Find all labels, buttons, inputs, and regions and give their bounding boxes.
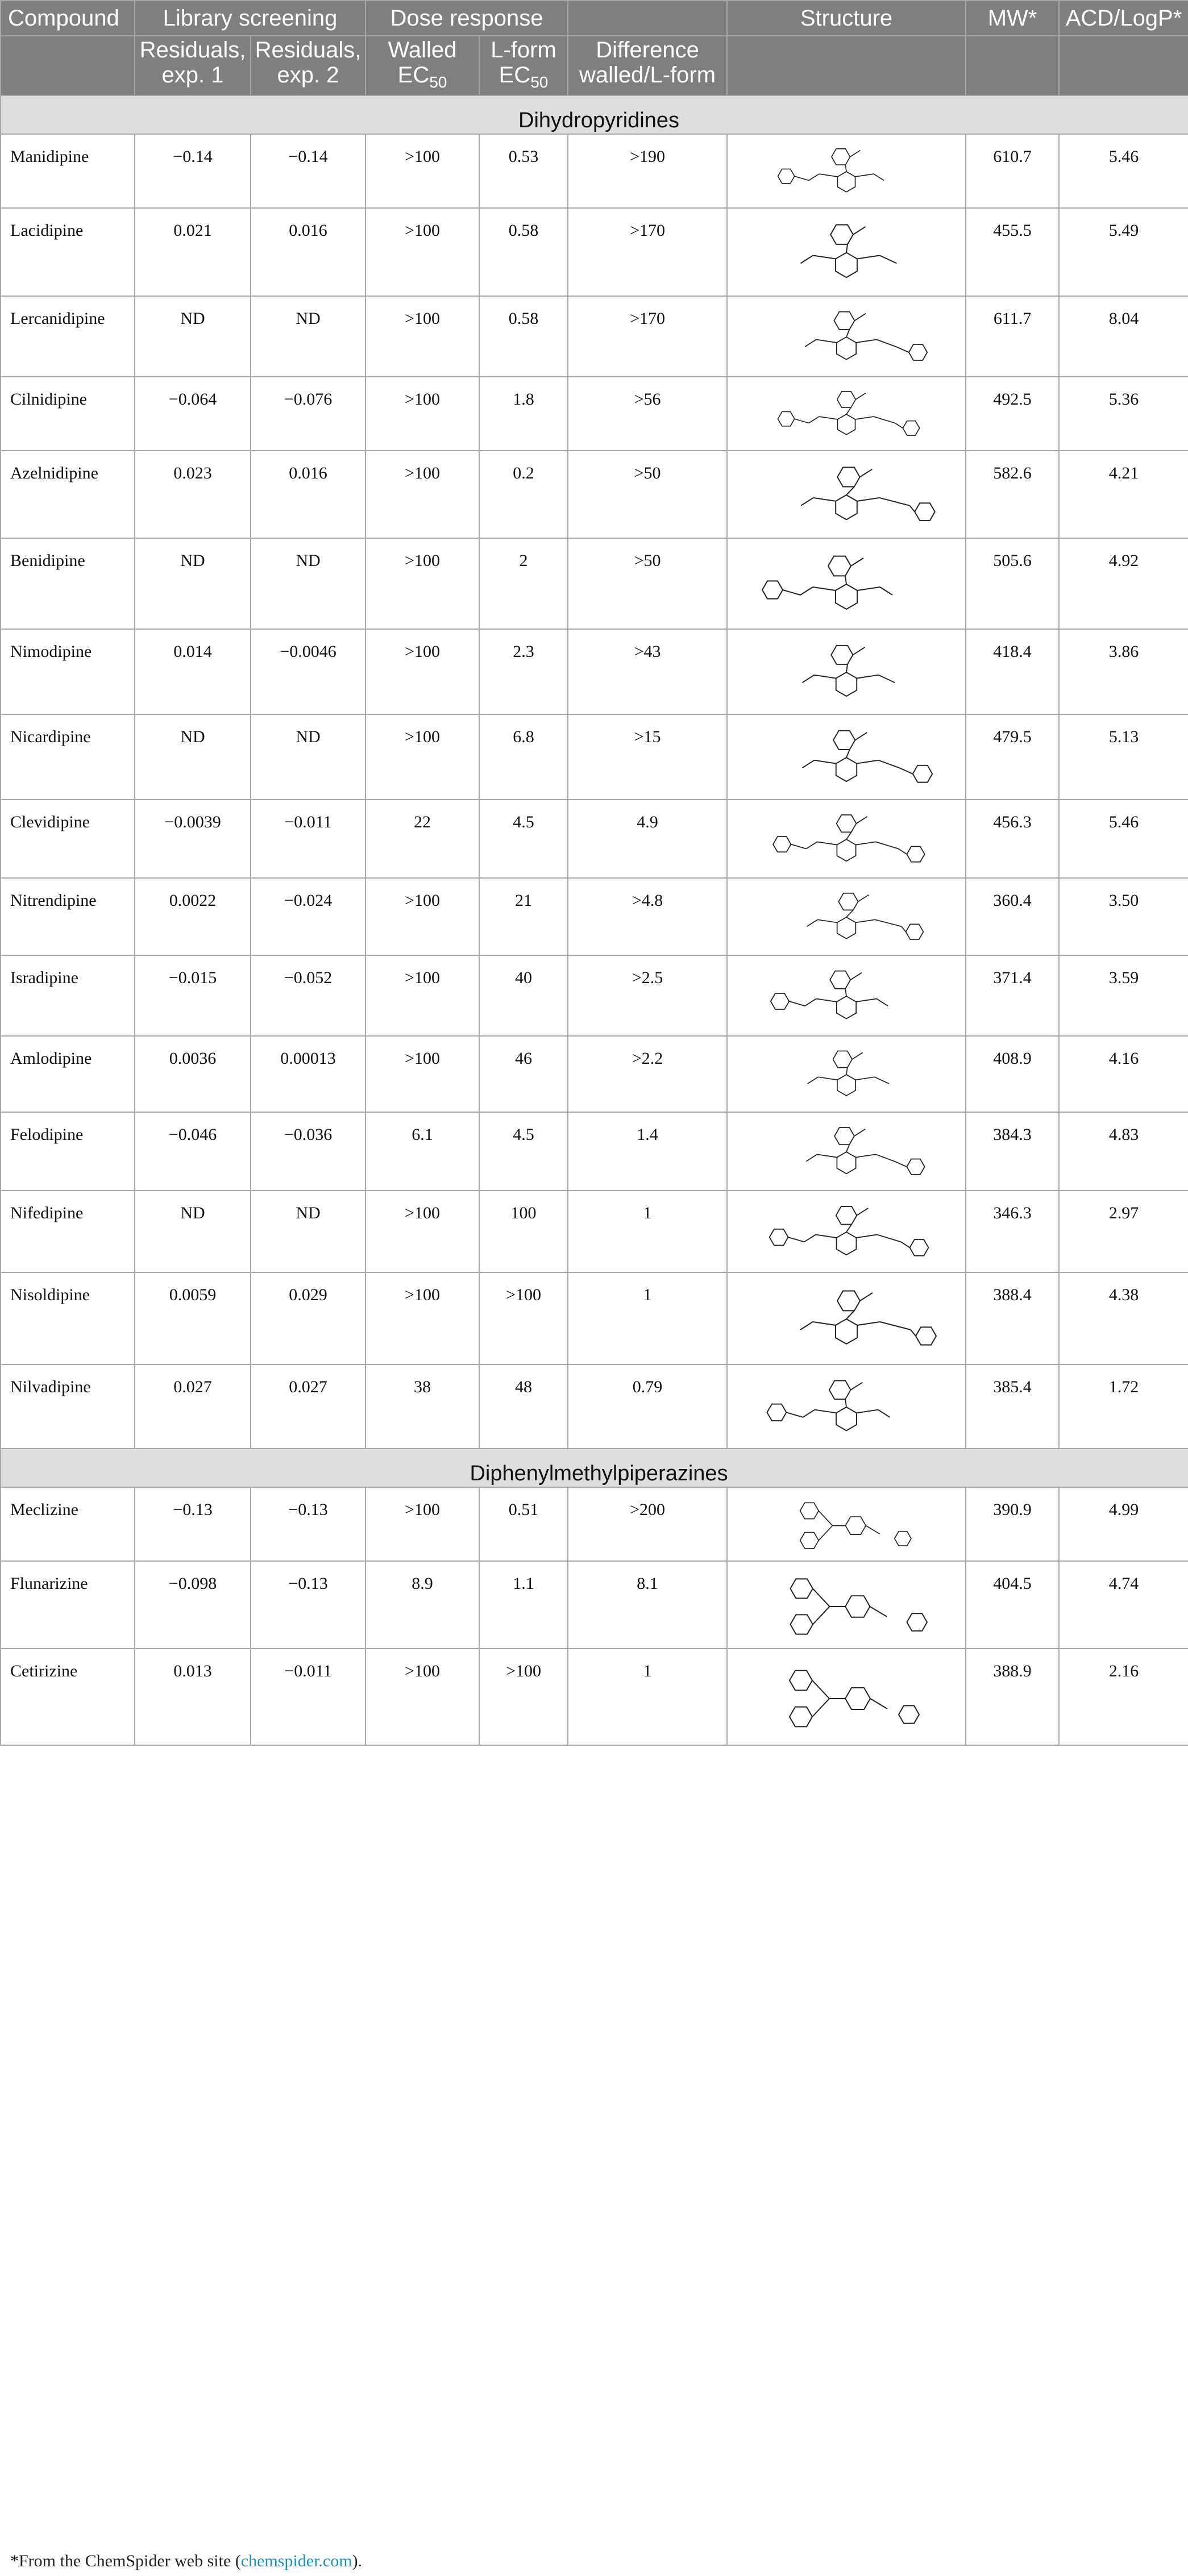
table-row	[1, 1272, 1188, 1364]
difference-cell: 1	[568, 1272, 727, 1364]
walled-ec50-cell: >100	[365, 1649, 479, 1745]
structure-cell	[727, 451, 966, 538]
walled-ec50-cell: >100	[365, 451, 479, 538]
chemspider-link[interactable]: chemspider.com	[240, 2552, 352, 2570]
lform-ec50-cell: >100	[479, 1272, 568, 1364]
structure-cell	[727, 1272, 966, 1364]
lform-ec50-cell: 4.5	[479, 1112, 568, 1191]
residuals-exp1-cell: −0.064	[135, 377, 251, 451]
walled-ec50-cell: >100	[365, 714, 479, 800]
mw-cell: 582.6	[966, 451, 1059, 538]
difference-cell: >200	[568, 1487, 727, 1561]
residuals-exp2-cell: 0.016	[251, 451, 365, 538]
table-row	[1, 714, 1188, 800]
residuals-exp2-cell: −0.14	[251, 134, 365, 208]
walled-ec50-cell: >100	[365, 1272, 479, 1364]
logp-cell: 4.21	[1059, 451, 1188, 538]
nifedipine-structure-icon	[738, 1196, 954, 1268]
header-structure: Structure	[727, 1, 966, 36]
lform-ec50-cell: 1.1	[479, 1561, 568, 1649]
logp-cell: 5.46	[1059, 134, 1188, 208]
difference-cell: 1	[568, 1649, 727, 1745]
structure-cell	[727, 208, 966, 296]
compound-name: Nitrendipine	[1, 878, 135, 955]
residuals-exp1-cell: 0.0059	[135, 1272, 251, 1364]
difference-cell: >15	[568, 714, 727, 800]
compound-name: Cilnidipine	[1, 377, 135, 451]
residuals-exp2-cell: −0.13	[251, 1561, 365, 1649]
residuals-exp1-cell: 0.014	[135, 629, 251, 714]
compound-name: Cetirizine	[1, 1649, 135, 1745]
difference-cell: >2.5	[568, 955, 727, 1036]
structure-cell	[727, 629, 966, 714]
lform-ec50-cell: 21	[479, 878, 568, 955]
mw-cell: 385.4	[966, 1364, 1059, 1449]
residuals-exp2-cell: 0.027	[251, 1364, 365, 1449]
residuals-exp1-cell: ND	[135, 296, 251, 377]
lform-ec50-cell: 0.58	[479, 296, 568, 377]
structure-cell	[727, 1112, 966, 1191]
table-row	[1, 629, 1188, 714]
residuals-exp1-cell: 0.0036	[135, 1036, 251, 1112]
logp-cell: 5.49	[1059, 208, 1188, 296]
residuals-exp1-cell: 0.021	[135, 208, 251, 296]
header-library-screening: Library screening	[135, 1, 365, 36]
structure-cell	[727, 1364, 966, 1449]
walled-ec50-cell: 38	[365, 1364, 479, 1449]
logp-cell: 3.59	[1059, 955, 1188, 1036]
nisoldipine-structure-icon	[738, 1277, 954, 1360]
logp-cell: 4.16	[1059, 1036, 1188, 1112]
difference-cell: >50	[568, 538, 727, 629]
residuals-exp1-cell: 0.013	[135, 1649, 251, 1745]
lform-ec50-cell: 46	[479, 1036, 568, 1112]
compound-name: Isradipine	[1, 955, 135, 1036]
walled-ec50-cell: >100	[365, 134, 479, 208]
compound-name: Manidipine	[1, 134, 135, 208]
logp-cell: 4.74	[1059, 1561, 1188, 1649]
mw-cell: 388.9	[966, 1649, 1059, 1745]
compound-name: Nifedipine	[1, 1191, 135, 1272]
residuals-exp1-cell: −0.098	[135, 1561, 251, 1649]
residuals-exp2-cell: −0.13	[251, 1487, 365, 1561]
difference-cell: >170	[568, 208, 727, 296]
mw-cell: 418.4	[966, 629, 1059, 714]
difference-cell: >56	[568, 377, 727, 451]
cetirizine-structure-icon	[738, 1654, 954, 1741]
logp-cell: 4.99	[1059, 1487, 1188, 1561]
residuals-exp2-cell: ND	[251, 1191, 365, 1272]
mw-cell: 611.7	[966, 296, 1059, 377]
residuals-exp2-cell: −0.011	[251, 800, 365, 878]
table-row	[1, 134, 1188, 208]
residuals-exp2-cell: ND	[251, 296, 365, 377]
table-row	[1, 1036, 1188, 1112]
nimodipine-structure-icon	[738, 634, 954, 710]
walled-ec50-cell: >100	[365, 1036, 479, 1112]
residuals-exp1-cell: ND	[135, 714, 251, 800]
lacidipine-structure-icon	[738, 213, 954, 292]
residuals-exp1-cell: −0.14	[135, 134, 251, 208]
isradipine-structure-icon	[738, 960, 954, 1032]
structure-cell	[727, 134, 966, 208]
mw-cell: 384.3	[966, 1112, 1059, 1191]
logp-cell: 5.13	[1059, 714, 1188, 800]
header-residuals-exp2: Residuals, exp. 2	[251, 36, 365, 95]
meclizine-structure-icon	[738, 1492, 954, 1557]
residuals-exp1-cell: ND	[135, 1191, 251, 1272]
walled-ec50-cell: 6.1	[365, 1112, 479, 1191]
nicardipine-structure-icon	[738, 719, 954, 796]
difference-cell: 1	[568, 1191, 727, 1272]
section-row	[1, 95, 1188, 134]
lform-ec50-cell: >100	[479, 1649, 568, 1745]
header-lform-ec50: L-form $EC_{50}$	[479, 36, 568, 95]
header-blank	[1059, 36, 1188, 95]
mw-cell: 505.6	[966, 538, 1059, 629]
lform-ec50-cell: 1.8	[479, 377, 568, 451]
table-row	[1, 1112, 1188, 1191]
logp-cell: 1.72	[1059, 1364, 1188, 1449]
header-empty	[568, 1, 727, 36]
residuals-exp2-cell: 0.00013	[251, 1036, 365, 1112]
lform-ec50-cell: 0.51	[479, 1487, 568, 1561]
mw-cell: 346.3	[966, 1191, 1059, 1272]
logp-cell: 4.38	[1059, 1272, 1188, 1364]
residuals-exp2-cell: ND	[251, 538, 365, 629]
residuals-exp1-cell: 0.0022	[135, 878, 251, 955]
section-title: Diphenylmethylpiperazines	[1, 1449, 1188, 1487]
residuals-exp1-cell: 0.027	[135, 1364, 251, 1449]
walled-ec50-cell: >100	[365, 878, 479, 955]
difference-cell: 4.9	[568, 800, 727, 878]
walled-ec50-cell: >100	[365, 296, 479, 377]
difference-cell: 8.1	[568, 1561, 727, 1649]
residuals-exp2-cell: −0.011	[251, 1649, 365, 1745]
mw-cell: 479.5	[966, 714, 1059, 800]
compound-name: Lacidipine	[1, 208, 135, 296]
lform-ec50-cell: 0.2	[479, 451, 568, 538]
compound-name: Clevidipine	[1, 800, 135, 878]
table-row	[1, 878, 1188, 955]
structure-cell	[727, 1036, 966, 1112]
structure-cell	[727, 878, 966, 955]
header-residuals-exp1: Residuals, exp. 1	[135, 36, 251, 95]
residuals-exp2-cell: −0.0046	[251, 629, 365, 714]
difference-cell: >4.8	[568, 878, 727, 955]
cilnidipine-structure-icon	[738, 382, 954, 447]
header-compound: Compound	[1, 1, 135, 36]
mw-cell: 390.9	[966, 1487, 1059, 1561]
benidipine-structure-icon	[738, 543, 954, 625]
section-row	[1, 1449, 1188, 1487]
header-mw: MW*	[966, 1, 1059, 36]
residuals-exp2-cell: −0.024	[251, 878, 365, 955]
structure-cell	[727, 1649, 966, 1745]
walled-ec50-cell: >100	[365, 629, 479, 714]
table-row	[1, 296, 1188, 377]
header-walled-ec50: Walled $EC_{50}$	[365, 36, 479, 95]
logp-cell: 2.97	[1059, 1191, 1188, 1272]
lform-ec50-cell: 0.53	[479, 134, 568, 208]
structure-cell	[727, 1561, 966, 1649]
azelnidipine-structure-icon	[738, 456, 954, 534]
compound-name: Nimodipine	[1, 629, 135, 714]
header-blank	[966, 36, 1059, 95]
amlodipine-structure-icon	[738, 1041, 954, 1108]
felodipine-structure-icon	[738, 1117, 954, 1187]
structure-cell	[727, 714, 966, 800]
mw-cell: 371.4	[966, 955, 1059, 1036]
structure-cell	[727, 296, 966, 377]
nilvadipine-structure-icon	[738, 1370, 954, 1445]
table-body	[1, 95, 1188, 1745]
residuals-exp2-cell: −0.052	[251, 955, 365, 1036]
logp-cell: 4.83	[1059, 1112, 1188, 1191]
table-row	[1, 538, 1188, 629]
difference-cell: >43	[568, 629, 727, 714]
structure-cell	[727, 1487, 966, 1561]
clevidipine-structure-icon	[738, 805, 954, 874]
residuals-exp1-cell: −0.0039	[135, 800, 251, 878]
walled-ec50-cell: >100	[365, 955, 479, 1036]
structure-cell	[727, 955, 966, 1036]
compound-name: Felodipine	[1, 1112, 135, 1191]
residuals-exp2-cell: 0.016	[251, 208, 365, 296]
compound-name: Amlodipine	[1, 1036, 135, 1112]
difference-cell: >2.2	[568, 1036, 727, 1112]
residuals-exp2-cell: −0.076	[251, 377, 365, 451]
residuals-exp1-cell: 0.023	[135, 451, 251, 538]
lform-ec50-cell: 2.3	[479, 629, 568, 714]
residuals-exp1-cell: −0.015	[135, 955, 251, 1036]
structure-cell	[727, 1191, 966, 1272]
table-row	[1, 955, 1188, 1036]
residuals-exp1-cell: −0.046	[135, 1112, 251, 1191]
compound-name: Nicardipine	[1, 714, 135, 800]
structure-cell	[727, 538, 966, 629]
lform-ec50-cell: 0.58	[479, 208, 568, 296]
difference-cell: >190	[568, 134, 727, 208]
header-difference: Difference walled/L-form	[568, 36, 727, 95]
walled-ec50-cell: >100	[365, 538, 479, 629]
logp-cell: 8.04	[1059, 296, 1188, 377]
residuals-exp1-cell: ND	[135, 538, 251, 629]
mw-cell: 388.4	[966, 1272, 1059, 1364]
walled-ec50-cell: >100	[365, 1487, 479, 1561]
footnote: *From the ChemSpider web site (chemspider.com).	[10, 2552, 363, 2570]
lform-ec50-cell: 6.8	[479, 714, 568, 800]
compound-name: Meclizine	[1, 1487, 135, 1561]
difference-cell: 1.4	[568, 1112, 727, 1191]
logp-cell: 2.16	[1059, 1649, 1188, 1745]
mw-cell: 492.5	[966, 377, 1059, 451]
table-row	[1, 1649, 1188, 1745]
compound-name: Nisoldipine	[1, 1272, 135, 1364]
table-row	[1, 377, 1188, 451]
header-blank	[1, 36, 135, 95]
walled-ec50-cell: >100	[365, 1191, 479, 1272]
table-row	[1, 1364, 1188, 1449]
residuals-exp2-cell: −0.036	[251, 1112, 365, 1191]
mw-cell: 610.7	[966, 134, 1059, 208]
header-blank	[727, 36, 966, 95]
compound-name: Lercanidipine	[1, 296, 135, 377]
difference-cell: >170	[568, 296, 727, 377]
mw-cell: 404.5	[966, 1561, 1059, 1649]
structure-cell	[727, 377, 966, 451]
mw-cell: 455.5	[966, 208, 1059, 296]
lform-ec50-cell: 48	[479, 1364, 568, 1449]
difference-cell: 0.79	[568, 1364, 727, 1449]
mw-cell: 360.4	[966, 878, 1059, 955]
compound-name: Azelnidipine	[1, 451, 135, 538]
logp-cell: 3.86	[1059, 629, 1188, 714]
walled-ec50-cell: 8.9	[365, 1561, 479, 1649]
lform-ec50-cell: 2	[479, 538, 568, 629]
table-row	[1, 208, 1188, 296]
difference-cell: >50	[568, 451, 727, 538]
flunarizine-structure-icon	[738, 1566, 954, 1645]
mw-cell: 408.9	[966, 1036, 1059, 1112]
walled-ec50-cell: >100	[365, 208, 479, 296]
walled-ec50-cell: >100	[365, 377, 479, 451]
compound-name: Benidipine	[1, 538, 135, 629]
mw-cell: 456.3	[966, 800, 1059, 878]
logp-cell: 5.36	[1059, 377, 1188, 451]
section-title: Dihydropyridines	[1, 95, 1188, 134]
table-row	[1, 1487, 1188, 1561]
nitrendipine-structure-icon	[738, 883, 954, 951]
residuals-exp2-cell: ND	[251, 714, 365, 800]
table-row	[1, 1191, 1188, 1272]
header-logp: ACD/LogP*	[1059, 1, 1188, 36]
table-row	[1, 451, 1188, 538]
logp-cell: 5.46	[1059, 800, 1188, 878]
table-row	[1, 800, 1188, 878]
compound-name: Flunarizine	[1, 1561, 135, 1649]
logp-cell: 4.92	[1059, 538, 1188, 629]
residuals-exp2-cell: 0.029	[251, 1272, 365, 1364]
walled-ec50-cell: 22	[365, 800, 479, 878]
compound-name: Nilvadipine	[1, 1364, 135, 1449]
lercanidipine-structure-icon	[738, 301, 954, 373]
lform-ec50-cell: 4.5	[479, 800, 568, 878]
header-dose-response: Dose response	[365, 1, 568, 36]
lform-ec50-cell: 40	[479, 955, 568, 1036]
manidipine-structure-icon	[738, 139, 954, 204]
structure-cell	[727, 800, 966, 878]
lform-ec50-cell: 100	[479, 1191, 568, 1272]
logp-cell: 3.50	[1059, 878, 1188, 955]
table-row	[1, 1561, 1188, 1649]
residuals-exp1-cell: −0.13	[135, 1487, 251, 1561]
